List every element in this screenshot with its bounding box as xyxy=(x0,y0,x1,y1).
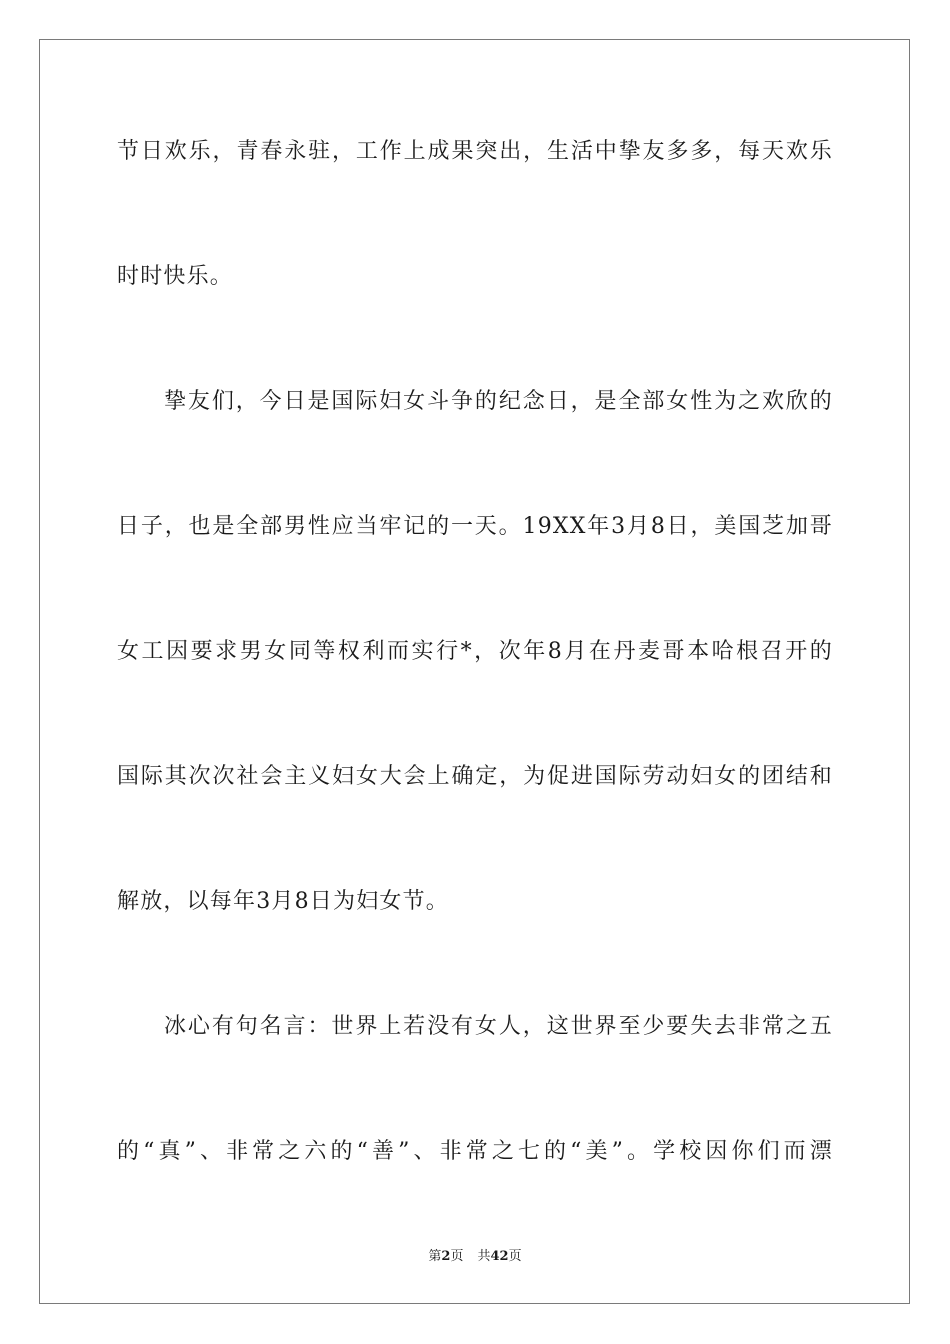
text-line-4: 日子，也是全部男性应当牢记的一天。19XX年3月8日，美国芝加哥 xyxy=(117,514,833,539)
page-suffix: 页 xyxy=(450,1249,464,1264)
text-line-9: 的“真”、非常之六的“善”、非常之七的“美”。学校因你们而漂 xyxy=(117,1139,833,1164)
page-border xyxy=(39,39,910,1304)
total-prefix: 共 xyxy=(477,1249,491,1264)
page-number: 2 xyxy=(441,1249,451,1264)
text-line-5: 女工因要求男女同等权利而实行*，次年8月在丹麦哥本哈根召开的 xyxy=(117,639,833,664)
text-line-3: 挚友们，今日是国际妇女斗争的纪念日，是全部女性为之欢欣的 xyxy=(164,389,833,414)
text-line-6: 国际其次次社会主义妇女大会上确定，为促进国际劳动妇女的团结和 xyxy=(117,764,833,789)
page-prefix: 第 xyxy=(428,1249,442,1264)
text-line-7: 解放，以每年3月8日为妇女节。 xyxy=(117,889,449,914)
page-footer xyxy=(0,1248,950,1266)
total-pages: 42 xyxy=(490,1249,509,1264)
total-suffix: 页 xyxy=(508,1249,522,1264)
text-line-1: 节日欢乐，青春永驻，工作上成果突出，生活中挚友多多，每天欢乐 xyxy=(117,139,833,164)
text-line-2: 时时快乐。 xyxy=(117,264,234,289)
text-line-8: 冰心有句名言：世界上若没有女人，这世界至少要失去非常之五 xyxy=(164,1014,833,1039)
